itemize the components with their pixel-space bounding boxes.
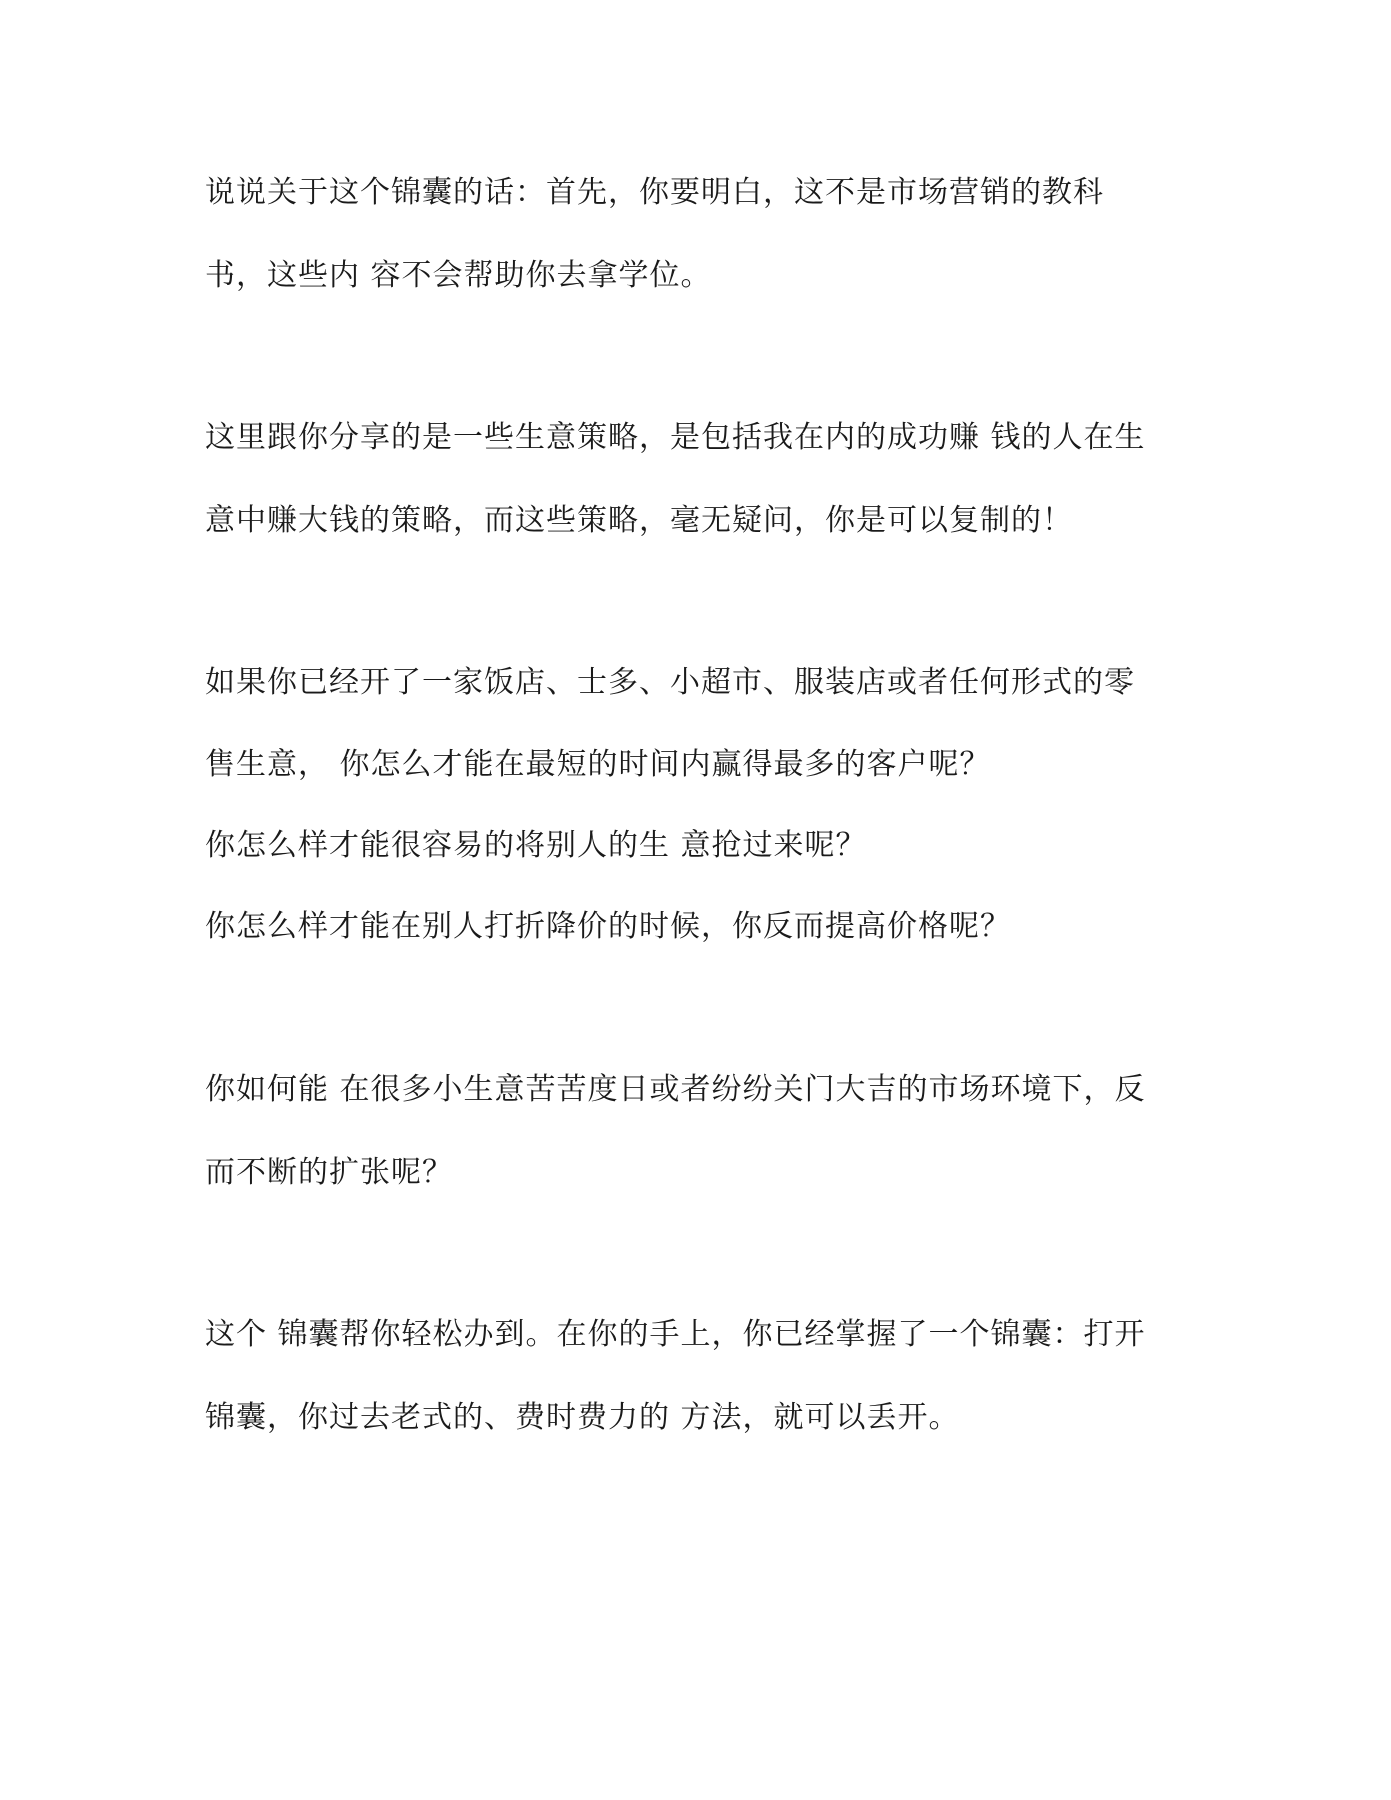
paragraph-2-line-2: 意中赚大钱的策略，而这些策略，毫无疑问，你是可以复制的！ [205,503,1073,538]
paragraph-1-line-1: 说说关于这个锦囊的话：首先，你要明白，这不是市场营销的教科 [205,175,1104,210]
paragraph-3-line-4: 你怎么样才能在别人打折降价的时候，你反而提高价格呢？ [205,909,1011,944]
paragraph-1-line-2: 书，这些内 容不会帮助你去拿学位。 [205,258,712,293]
paragraph-4-line-2: 而不断的扩张呢？ [205,1155,453,1190]
paragraph-5-line-1: 这个 锦囊帮你轻松办到。在你的手上，你已经掌握了一个锦囊：打开 [205,1317,1146,1352]
paragraph-2-line-1: 这里跟你分享的是一些生意策略，是包括我在内的成功赚 钱的人在生 [205,420,1146,455]
paragraph-4-line-1: 你如何能 在很多小生意苦苦度日或者纷纷关门大吉的市场环境下，反 [205,1072,1146,1107]
paragraph-5-line-2: 锦囊，你过去老式的、费时费力的 方法，就可以丢开。 [205,1400,960,1435]
paragraph-3-line-3: 你怎么样才能很容易的将别人的生 意抢过来呢？ [205,828,867,863]
paragraph-3-line-2: 售生意， 你怎么才能在最短的时间内赢得最多的客户呢？ [205,747,991,782]
paragraph-3-line-1: 如果你已经开了一家饭店、士多、小超市、服装店或者任何形式的零 [205,665,1135,700]
